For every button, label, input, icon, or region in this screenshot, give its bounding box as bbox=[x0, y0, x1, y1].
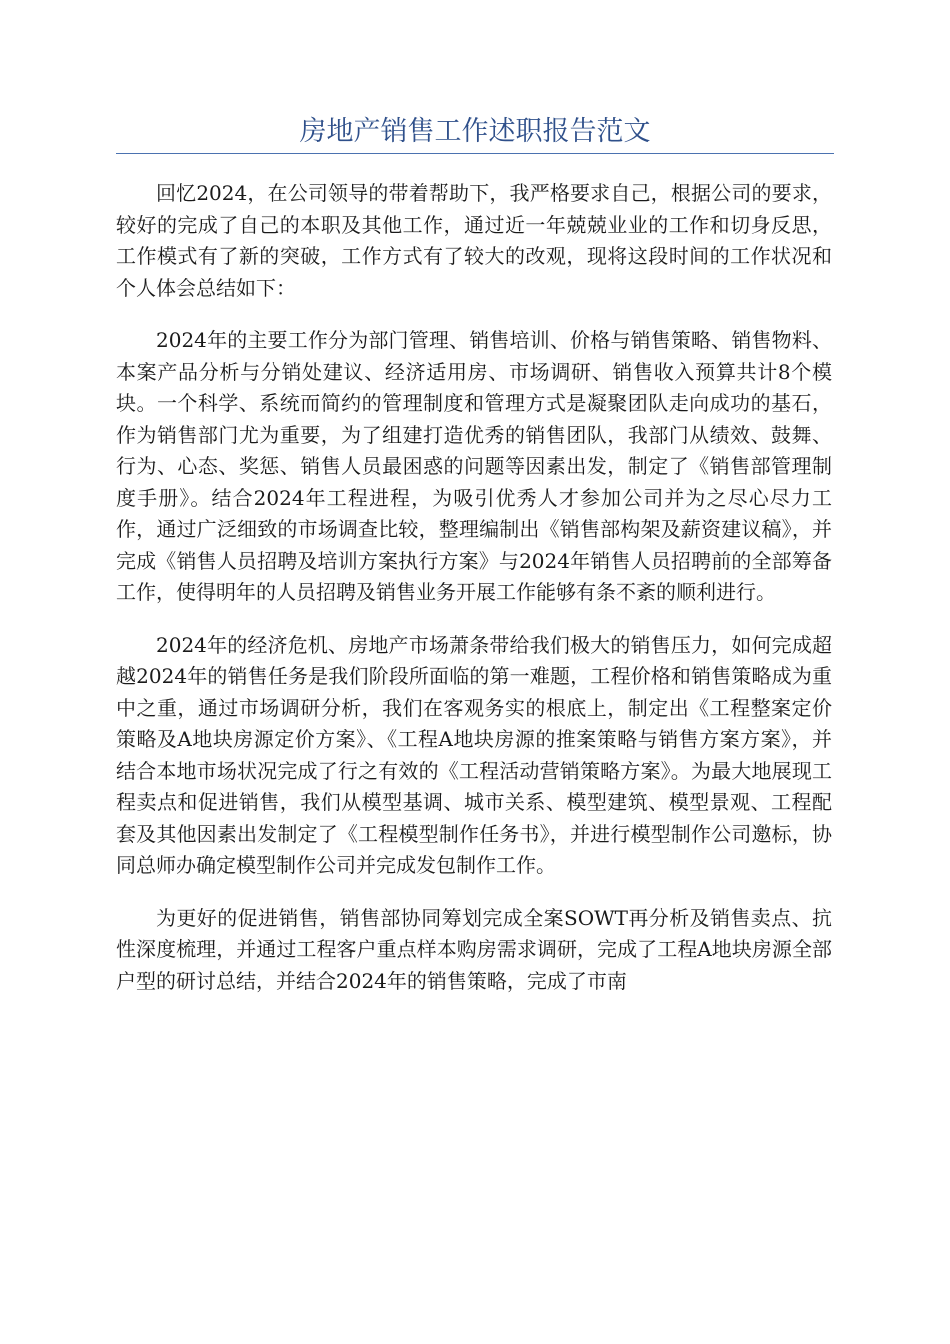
paragraph-sales-promotion: 为更好的促进销售，销售部协同筹划完成全案SOWT再分析及销售卖点、抗性深度梳理，并通过工程客户重点样本购房需求调研，完成了工程A地块房源全部户型的研讨总结，并结合2024年的销售策略，完成了市南 bbox=[116, 905, 832, 993]
title-underline bbox=[116, 153, 834, 154]
paragraph-pricing-strategy: 2024年的经济危机、房地产市场萧条带给我们极大的销售压力，如何完成超越2024年的销售任务是我们阶段所面临的第一难题，工程价格和销售策略成为重中之重，通过市场调研分析，我们在客观务实的根底上，制定出《工程整案定价策略及A地块房源定价方案》、《工程A地块房源的推案策略与销售方案方案》，并结合本地市场状况完成了行之有效的《工程活动营销策略方案》。为最大地展现工程卖点和促进销售，我们从模型基调、城市关系、模型建筑、模型景观、工程配套及其他因素出发制定了《工程模型制作任务书》，并进行模型制作公司邀标，协同总师办确定模型制作公司并完成发包制作工作。 bbox=[116, 632, 832, 877]
paragraph-main-work: 2024年的主要工作分为部门管理、销售培训、价格与销售策略、销售物料、本案产品分析与分销处建议、经济适用房、市场调研、销售收入预算共计8个模块。一个科学、系统而简约的管理制度和管理方式是凝聚团队走向成功的基石，作为销售部门尤为重要，为了组建打造优秀的销售团队，我部门从绩效、鼓舞、行为、心态、奖惩、销售人员最困惑的问题等因素出发，制定了《销售部管理制度手册》。结合2024年工程进程，为吸引优秀人才参加公司并为之尽心尽力工作，通过广泛细致的市场调查比较，整理编制出《销售部构架及薪资建议稿》，并完成《销售人员招聘及培训方案执行方案》与2024年销售人员招聘前的全部筹备工作，使得明年的人员招聘及销售业务开展工作能够有条不紊的顺利进行。 bbox=[116, 328, 832, 604]
document-body bbox=[116, 178, 832, 1018]
document-title: 房地产销售工作述职报告范文 bbox=[299, 116, 651, 147]
paragraph-intro: 回忆2024，在公司领导的带着帮助下，我严格要求自己，根据公司的要求，较好的完成了自己的本职及其他工作，通过近一年兢兢业业的工作和切身反思，工作模式有了新的突破，工作方式有了较大的改观，现将这段时间的工作状况和个人体会总结如下： bbox=[116, 181, 832, 300]
